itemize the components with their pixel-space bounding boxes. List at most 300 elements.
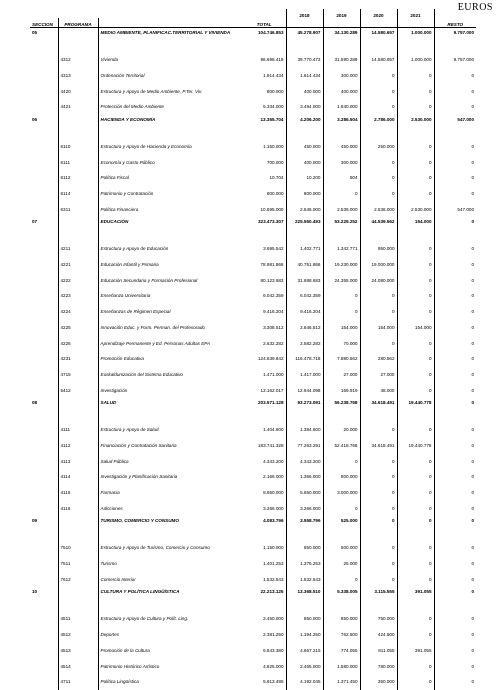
cell-description: Estructura y Apoyo de Turismo, Comercio y Consumo bbox=[98, 540, 243, 556]
cell-total: 2.381.250 bbox=[263, 632, 284, 638]
cell-2021: 0 bbox=[397, 241, 434, 257]
cell-code bbox=[30, 367, 58, 383]
cell-2021: 1.000.000 bbox=[397, 28, 434, 53]
cell-resto: 547.000 bbox=[434, 202, 476, 218]
cell-2020: 0 bbox=[360, 99, 397, 115]
cell-code bbox=[30, 469, 58, 485]
program-row bbox=[30, 572, 476, 588]
cell-2021: 0 bbox=[397, 485, 434, 501]
cell-description: Estructura y Apoyo de Salud bbox=[98, 422, 243, 438]
cell-2018: 6.042.359 bbox=[286, 288, 323, 304]
cell-2020: 0 bbox=[360, 170, 397, 186]
cell-total: 3.308.512 bbox=[263, 324, 284, 330]
cell-total: 124.639.842 bbox=[257, 356, 284, 362]
cell-resto: 0 bbox=[434, 320, 476, 336]
cell-2021: 2.530.000 bbox=[397, 115, 434, 139]
cell-2018: 3.266.000 bbox=[286, 501, 323, 517]
cell-2020: 48.000 bbox=[360, 382, 397, 398]
cell-code: 07 bbox=[32, 219, 38, 225]
header-year-2021: 2021 bbox=[397, 9, 434, 18]
cell-programa: 4221 bbox=[58, 257, 98, 273]
cell-resto: 0 bbox=[434, 257, 476, 273]
cell-2019: 800.000 bbox=[323, 469, 360, 485]
program-row bbox=[30, 186, 476, 202]
cell-total: 13.162.017 bbox=[260, 387, 284, 393]
cell-2021: 0 bbox=[397, 627, 434, 643]
cell-programa: 6110 bbox=[58, 139, 98, 155]
section-row bbox=[30, 587, 476, 611]
cell-2018: 1.532.543 bbox=[286, 572, 323, 588]
program-row bbox=[30, 382, 476, 398]
cell-2019: 1.840.000 bbox=[323, 99, 360, 115]
cell-2021: 0 bbox=[397, 469, 434, 485]
cell-total: 4.825.000 bbox=[263, 663, 284, 669]
cell-2019: 450.000 bbox=[323, 139, 360, 155]
cell-total: 22.213.125 bbox=[260, 589, 284, 595]
cell-resto: 0 bbox=[434, 398, 476, 422]
section-row bbox=[30, 28, 476, 53]
cell-code bbox=[30, 304, 58, 320]
cell-resto: 0 bbox=[434, 556, 476, 572]
cell-description: Patrimonio y Contratación bbox=[98, 186, 243, 202]
cell-resto: 547.000 bbox=[434, 115, 476, 139]
cell-2021: 19.440.778 bbox=[397, 398, 434, 422]
cell-2018: 1.417.000 bbox=[286, 367, 323, 383]
cell-2021: 0 bbox=[397, 611, 434, 627]
cell-programa: 4514 bbox=[58, 658, 98, 674]
program-row bbox=[30, 154, 476, 170]
cell-total: 5.334.000 bbox=[263, 104, 284, 110]
cell-code: 05 bbox=[32, 30, 38, 35]
cell-code bbox=[30, 288, 58, 304]
cell-description: Investigación y Planificación Sanitaria bbox=[98, 469, 243, 485]
cell-code bbox=[30, 273, 58, 289]
cell-2018: 3.558.796 bbox=[286, 516, 323, 540]
cell-2020: 3.115.555 bbox=[360, 587, 397, 611]
cell-programa: 4115 bbox=[58, 485, 98, 501]
cell-code: 06 bbox=[32, 116, 38, 122]
cell-programa: 5412 bbox=[58, 382, 98, 398]
cell-2021: 0 bbox=[397, 453, 434, 469]
cell-2018: 39.770.473 bbox=[286, 52, 323, 68]
cell-code bbox=[30, 674, 58, 690]
cell-2021: 0 bbox=[397, 273, 434, 289]
cell-code bbox=[30, 556, 58, 572]
cell-code bbox=[30, 241, 58, 257]
cell-total: 13.355.704 bbox=[260, 116, 284, 122]
cell-programa: 6112 bbox=[58, 170, 98, 186]
cell-code bbox=[30, 351, 58, 367]
cell-programa: 4421 bbox=[58, 99, 98, 115]
program-row bbox=[30, 202, 476, 218]
program-row bbox=[30, 241, 476, 257]
header-total: TOTAL bbox=[243, 18, 286, 28]
cell-2018: 93.273.091 bbox=[286, 398, 323, 422]
cell-programa: 4513 bbox=[58, 643, 98, 659]
cell-total: 2.166.000 bbox=[263, 474, 284, 480]
cell-description: HACIENDA Y ECONOMÍA bbox=[98, 115, 243, 139]
cell-2021: 0 bbox=[397, 367, 434, 383]
cell-2019: 0 bbox=[323, 501, 360, 517]
cell-2019: 53.229.252 bbox=[323, 217, 360, 241]
cell-2020: 0 bbox=[360, 288, 397, 304]
program-row bbox=[30, 257, 476, 273]
cell-2020: 780.000 bbox=[360, 658, 397, 674]
cell-2018: 116.478.718 bbox=[286, 351, 323, 367]
cell-total: 5.913.495 bbox=[263, 679, 284, 685]
cell-2020: 0 bbox=[360, 501, 397, 517]
cell-2021: 19.440.778 bbox=[397, 438, 434, 454]
program-row bbox=[30, 288, 476, 304]
cell-2018: 1.614.434 bbox=[286, 68, 323, 84]
cell-description: Promoción de la Cultura bbox=[98, 643, 243, 659]
cell-total: 104.746.853 bbox=[257, 30, 284, 35]
cell-description: Enseñanzas de Régimen Especial bbox=[98, 304, 243, 320]
cell-code bbox=[30, 335, 58, 351]
cell-total: 1.532.543 bbox=[263, 576, 284, 582]
cell-programa: 4116 bbox=[58, 501, 98, 517]
cell-code bbox=[30, 438, 58, 454]
cell-description: Deportes bbox=[98, 627, 243, 643]
cell-2019: 1.580.000 bbox=[323, 658, 360, 674]
cell-description: SALUD bbox=[98, 398, 243, 422]
cell-description: Innovación Educ. y Form. Perman. del Profesorado bbox=[98, 320, 243, 336]
program-row bbox=[30, 320, 476, 336]
cell-2019: 19.230.000 bbox=[323, 257, 360, 273]
cell-2018: 4.206.200 bbox=[286, 115, 323, 139]
cell-2018: 13.368.510 bbox=[286, 587, 323, 611]
cell-2018: 1.194.250 bbox=[286, 627, 323, 643]
cell-2018: 225.550.493 bbox=[286, 217, 323, 241]
cell-2018: 3.494.000 bbox=[286, 99, 323, 115]
cell-programa bbox=[58, 217, 98, 241]
section-row bbox=[30, 115, 476, 139]
cell-2019: 3.286.504 bbox=[323, 115, 360, 139]
cell-description: Financiación y Contratación Sanitaria bbox=[98, 438, 243, 454]
cell-2018: 5.650.000 bbox=[286, 485, 323, 501]
cell-2018: 4.343.200 bbox=[286, 453, 323, 469]
header-programa: PROGRAMA bbox=[58, 18, 98, 28]
cell-total: 10.695.000 bbox=[260, 206, 284, 212]
cell-description: Investigación bbox=[98, 382, 243, 398]
cell-2021: 0 bbox=[397, 556, 434, 572]
cell-2020: 350.000 bbox=[360, 674, 397, 690]
program-row bbox=[30, 304, 476, 320]
program-row bbox=[30, 674, 476, 690]
cell-2018: 1.402.771 bbox=[286, 241, 323, 257]
cell-code bbox=[30, 154, 58, 170]
cell-total: 9.416.204 bbox=[263, 309, 284, 315]
cell-2020: 24.080.000 bbox=[360, 273, 397, 289]
cell-2018: 450.000 bbox=[286, 139, 323, 155]
cell-programa: 4114 bbox=[58, 469, 98, 485]
cell-programa: 4226 bbox=[58, 335, 98, 351]
cell-code bbox=[30, 501, 58, 517]
cell-description: Aprendizaje Permanente y Ed. Personas Adultas EPA bbox=[98, 335, 243, 351]
program-row bbox=[30, 422, 476, 438]
cell-code bbox=[30, 68, 58, 84]
cell-resto: 0 bbox=[434, 382, 476, 398]
cell-2021: 0 bbox=[397, 572, 434, 588]
program-row bbox=[30, 485, 476, 501]
cell-programa: 4112 bbox=[58, 438, 98, 454]
program-row bbox=[30, 611, 476, 627]
cell-2019: 169.919 bbox=[323, 382, 360, 398]
cell-2019: 3.000.000 bbox=[323, 485, 360, 501]
cell-2020: 19.000.000 bbox=[360, 257, 397, 273]
cell-2020: 0 bbox=[360, 453, 397, 469]
cell-2021: 0 bbox=[397, 99, 434, 115]
cell-2018: 2.582.282 bbox=[286, 335, 323, 351]
cell-2020: 34.618.491 bbox=[360, 398, 397, 422]
cell-total: 700.000 bbox=[266, 159, 284, 165]
cell-2018: 400.000 bbox=[286, 83, 323, 99]
cell-2019: 0 bbox=[323, 572, 360, 588]
cell-2019: 774.055 bbox=[323, 643, 360, 659]
cell-2020: 0 bbox=[360, 304, 397, 320]
cell-programa: 4312 bbox=[58, 52, 98, 68]
cell-2019: 52.418.768 bbox=[323, 438, 360, 454]
cell-2019: 0 bbox=[323, 453, 360, 469]
program-row bbox=[30, 627, 476, 643]
cell-total: 4.083.796 bbox=[263, 518, 284, 524]
table-header bbox=[30, 9, 476, 28]
cell-2019: 27.000 bbox=[323, 367, 360, 383]
cell-resto: 9.757.000 bbox=[434, 28, 476, 53]
cell-2019: 24.355.000 bbox=[323, 273, 360, 289]
cell-description: Estructura y Apoyo de Cultura y Polít. Ling. bbox=[98, 611, 243, 627]
cell-total: 203.571.128 bbox=[257, 400, 284, 406]
cell-resto: 0 bbox=[434, 304, 476, 320]
cell-2020: 0 bbox=[360, 469, 397, 485]
cell-2019: 1.371.450 bbox=[323, 674, 360, 690]
cell-code: 08 bbox=[32, 400, 38, 406]
cell-code bbox=[30, 572, 58, 588]
section-row bbox=[30, 217, 476, 241]
cell-resto: 0 bbox=[434, 453, 476, 469]
cell-resto: 0 bbox=[434, 611, 476, 627]
program-row bbox=[30, 52, 476, 68]
cell-2019: 154.000 bbox=[323, 320, 360, 336]
cell-2021: 0 bbox=[397, 382, 434, 398]
cell-2020: 0 bbox=[360, 556, 397, 572]
cell-2019: 70.000 bbox=[323, 335, 360, 351]
program-row bbox=[30, 335, 476, 351]
cell-programa: 4231 bbox=[58, 351, 98, 367]
cell-2020: 27.000 bbox=[360, 367, 397, 383]
cell-programa bbox=[58, 115, 98, 139]
cell-2021: 0 bbox=[397, 335, 434, 351]
cell-2018: 2.465.000 bbox=[286, 658, 323, 674]
cell-2019: 850.000 bbox=[323, 611, 360, 627]
cell-total: 1.150.000 bbox=[263, 545, 284, 551]
cell-resto: 0 bbox=[434, 627, 476, 643]
cell-description: TURISMO, COMERCIO Y CONSUMO bbox=[98, 516, 243, 540]
cell-2020: 154.000 bbox=[360, 320, 397, 336]
cell-2019: 0 bbox=[323, 288, 360, 304]
cell-2020: 44.539.562 bbox=[360, 217, 397, 241]
cell-programa: 4420 bbox=[58, 83, 98, 99]
cell-programa: 4313 bbox=[58, 68, 98, 84]
cell-code bbox=[30, 83, 58, 99]
header-year-2020: 2020 bbox=[360, 9, 397, 18]
cell-2021: 0 bbox=[397, 351, 434, 367]
cell-2021: 0 bbox=[397, 68, 434, 84]
section-row bbox=[30, 516, 476, 540]
cell-description: Economía y Gasto Público bbox=[98, 154, 243, 170]
cell-2019: 504 bbox=[323, 170, 360, 186]
cell-resto: 0 bbox=[434, 351, 476, 367]
cell-description: EDUCACIÓN bbox=[98, 217, 243, 241]
cell-2020: 0 bbox=[360, 572, 397, 588]
cell-2018: 4.667.215 bbox=[286, 643, 323, 659]
cell-2020: 0 bbox=[360, 68, 397, 84]
cell-description: Protección del Medio Ambiente bbox=[98, 99, 243, 115]
cell-2019: 5.338.005 bbox=[323, 587, 360, 611]
cell-2021: 0 bbox=[397, 170, 434, 186]
cell-2020: 0 bbox=[360, 485, 397, 501]
program-row bbox=[30, 643, 476, 659]
table-body bbox=[30, 28, 476, 690]
cell-2018: 10.200 bbox=[286, 170, 323, 186]
cell-code bbox=[30, 382, 58, 398]
cell-description: Estructura y Apoyo de Hacienda y Economía bbox=[98, 139, 243, 155]
cell-2019: 525.000 bbox=[323, 516, 360, 540]
cell-code bbox=[30, 99, 58, 115]
cell-description: MEDIO AMBIENTE, PLANIFICAC.TERRITORIAL Y VIVIENDA bbox=[98, 28, 243, 53]
cell-programa: 7612 bbox=[58, 572, 98, 588]
cell-2019: 2.536.000 bbox=[323, 202, 360, 218]
cell-code bbox=[30, 485, 58, 501]
cell-2018: 12.944.098 bbox=[286, 382, 323, 398]
program-row bbox=[30, 556, 476, 572]
cell-2021: 0 bbox=[397, 83, 434, 99]
cell-description: Estructura y Apoyo de Educación bbox=[98, 241, 243, 257]
cell-resto: 0 bbox=[434, 154, 476, 170]
cell-total: 800.000 bbox=[266, 191, 284, 197]
cell-code bbox=[30, 658, 58, 674]
cell-2019: 762.500 bbox=[323, 627, 360, 643]
cell-description: Ordenación Territorial bbox=[98, 68, 243, 84]
cell-2021: 0 bbox=[397, 186, 434, 202]
cell-programa: 7510 bbox=[58, 540, 98, 556]
cell-resto: 0 bbox=[434, 422, 476, 438]
cell-2021: 2.530.000 bbox=[397, 202, 434, 218]
cell-description: Vivienda bbox=[98, 52, 243, 68]
cell-resto: 0 bbox=[434, 516, 476, 540]
cell-2021: 0 bbox=[397, 516, 434, 540]
cell-programa: 4225 bbox=[58, 320, 98, 336]
cell-2020: 0 bbox=[360, 540, 397, 556]
program-row bbox=[30, 540, 476, 556]
cell-resto: 0 bbox=[434, 217, 476, 241]
cell-description: Educación Secundaria y Formación Profesional bbox=[98, 273, 243, 289]
cell-code bbox=[30, 186, 58, 202]
cell-programa: 4113 bbox=[58, 453, 98, 469]
cell-programa: 4715 bbox=[58, 367, 98, 383]
cell-resto: 0 bbox=[434, 501, 476, 517]
cell-2021: 0 bbox=[397, 540, 434, 556]
cell-code: 09 bbox=[32, 518, 38, 524]
cell-total: 1.471.000 bbox=[263, 371, 284, 377]
cell-2018: 1.366.000 bbox=[286, 469, 323, 485]
cell-2019: 500.000 bbox=[323, 540, 360, 556]
program-row bbox=[30, 438, 476, 454]
cell-description: Enseñanza Universitaria bbox=[98, 288, 243, 304]
cell-code bbox=[30, 611, 58, 627]
cell-code bbox=[30, 540, 58, 556]
cell-resto: 0 bbox=[434, 170, 476, 186]
cell-2020: 2.536.000 bbox=[360, 202, 397, 218]
cell-2020: 0 bbox=[360, 154, 397, 170]
cell-2021: 0 bbox=[397, 154, 434, 170]
cell-2021: 0 bbox=[397, 674, 434, 690]
cell-resto: 0 bbox=[434, 658, 476, 674]
cell-code bbox=[30, 139, 58, 155]
cell-description: Estructura y Apoyo de Medio Ambiente, P.Ter. Viv. bbox=[98, 83, 243, 99]
cell-total: 2.450.000 bbox=[263, 616, 284, 622]
cell-2019: 1.342.771 bbox=[323, 241, 360, 257]
cell-2018: 800.000 bbox=[286, 186, 323, 202]
cell-resto: 0 bbox=[434, 99, 476, 115]
cell-2020: 14.580.657 bbox=[360, 52, 397, 68]
cell-resto: 0 bbox=[434, 186, 476, 202]
cell-resto: 0 bbox=[434, 674, 476, 690]
cell-total: 3.266.000 bbox=[263, 505, 284, 511]
cell-2021: 0 bbox=[397, 304, 434, 320]
cell-resto: 0 bbox=[434, 241, 476, 257]
cell-2018: 31.688.683 bbox=[286, 273, 323, 289]
cell-total: 323.473.307 bbox=[257, 219, 284, 225]
cell-2020: 950.000 bbox=[360, 241, 397, 257]
cell-2020: 0 bbox=[360, 83, 397, 99]
cell-total: 1.404.600 bbox=[263, 427, 284, 433]
cell-2021: 0 bbox=[397, 658, 434, 674]
cell-resto: 0 bbox=[434, 83, 476, 99]
program-row bbox=[30, 68, 476, 84]
cell-total: 80.123.683 bbox=[260, 277, 284, 283]
cell-total: 1.150.000 bbox=[263, 143, 284, 149]
cell-2019: 300.000 bbox=[323, 68, 360, 84]
cell-2021: 154.000 bbox=[397, 217, 434, 241]
cell-2018: 2.546.000 bbox=[286, 202, 323, 218]
cell-total: 3.695.542 bbox=[263, 246, 284, 252]
cell-total: 6.042.359 bbox=[263, 293, 284, 299]
header-seccion: SECCION bbox=[30, 18, 58, 28]
section-row bbox=[30, 398, 476, 422]
cell-programa: 4223 bbox=[58, 288, 98, 304]
cell-2021: 1.000.000 bbox=[397, 52, 434, 68]
cell-code bbox=[30, 257, 58, 273]
cell-total: 10.704 bbox=[269, 175, 284, 181]
header-resto: RESTO bbox=[434, 18, 476, 28]
cell-2020: 0 bbox=[360, 422, 397, 438]
cell-programa: 4211 bbox=[58, 241, 98, 257]
cell-2019: 7.880.562 bbox=[323, 351, 360, 367]
cell-resto: 0 bbox=[434, 643, 476, 659]
cell-programa: 4512 bbox=[58, 627, 98, 643]
cell-2018: 650.000 bbox=[286, 540, 323, 556]
cell-programa: 6311 bbox=[58, 202, 98, 218]
currency-unit-label: EUROS bbox=[457, 2, 493, 13]
cell-total: 78.981.866 bbox=[260, 262, 284, 268]
program-row bbox=[30, 658, 476, 674]
cell-description: Política Financiera bbox=[98, 202, 243, 218]
program-row bbox=[30, 83, 476, 99]
cell-total: 96.698.419 bbox=[260, 57, 284, 63]
cell-description: CULTURA Y POLÍTICA LINGÜÍSTICA bbox=[98, 587, 243, 611]
cell-2018: 850.000 bbox=[286, 611, 323, 627]
